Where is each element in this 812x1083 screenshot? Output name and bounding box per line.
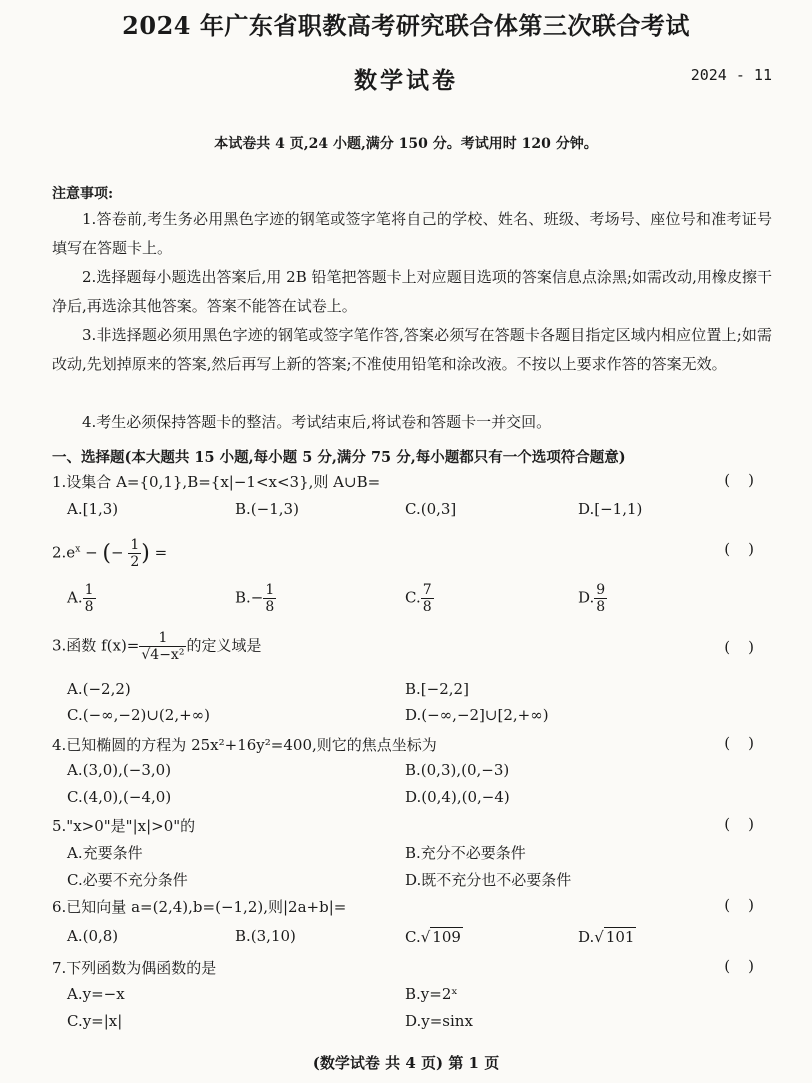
question-4-stem: 4.已知椭圆的方程为 25x²+16y²=400,则它的焦点坐标为 xyxy=(52,736,437,754)
question-6-stem: 6.已知向量 a=(2,4),b=(−1,2),则|2a+b|= xyxy=(52,898,347,916)
exam-subtitle: 数学试卷 xyxy=(354,67,458,94)
question-1-stem: 1.设集合 A={0,1},B={x|−1<x<3},则 A∪B= xyxy=(52,473,381,491)
notice-item-2: 2.选择题每小题选出答案后,用 2B 铅笔把答题卡上对应题目选项的答案信息点涂黑;如需改动,用橡皮擦干净后,再选涂其他答案。答案不能答在试卷上。 xyxy=(52,268,772,315)
q2-option-a: A. $\frac{1}{8}$ xyxy=(67,582,94,615)
question-7-stem: 7.下列函数为偶函数的是 xyxy=(52,959,217,977)
q4-option-a: A.(3,0),(−3,0) xyxy=(67,761,172,779)
exam-info: 本试卷共 4 页,24 小题,满分 150 分。考试用时 120 分钟。 xyxy=(214,136,598,152)
q3-option-c: C.(−∞,−2)∪(2,+∞) xyxy=(67,706,211,724)
q3-option-a: A.(−2,2) xyxy=(67,680,131,698)
notice-item-4: 4.考生必须保持答题卡的整洁。考试结束后,将试卷和答题卡一并交回。 xyxy=(82,413,552,431)
q1-option-c: C.(0,3] xyxy=(405,500,457,518)
exam-date: 2024 - 11 xyxy=(690,66,772,84)
q7-option-a: A.y=−x xyxy=(67,985,125,1003)
question-2-stem: $2.e^x$ − (− $\frac{1}{2}$ ) = xyxy=(52,537,168,570)
q1-option-a: A.[1,3) xyxy=(67,500,119,518)
q6-option-b: B.(3,10) xyxy=(235,927,296,945)
notice-item-1: 1.答卷前,考生务必用黑色字迹的钢笔或签字笔将自己的学校、姓名、班级、考场号、座位号和准考证号填写在答题卡上。 xyxy=(52,210,772,257)
q4-option-d: D.(0,4),(0,−4) xyxy=(405,788,510,806)
section-heading: 一、选择题(本大题共 15 小题,每小题 5 分,满分 75 分,每小题都只有一个选项符合题意) xyxy=(52,449,626,466)
q1-option-d: D.[−1,1) xyxy=(578,500,643,518)
q7-option-c: C.y=|x| xyxy=(67,1012,123,1030)
q2-option-c: C. $\frac{7}{8}$ xyxy=(405,582,432,615)
q2-option-b: B.− $\frac{1}{8}$ xyxy=(235,582,275,615)
notice-item-3: 3.非选择题必须用黑色字迹的钢笔或签字笔作答,答案必须写在答题卡各题目指定区域内相应位置上;如需改动,先划掉原来的答案,然后再写上新的答案;不准使用铅笔和涂改液。不按以上要求作答的答案无效。 xyxy=(52,326,772,373)
notice-heading: 注意事项: xyxy=(52,186,114,202)
answer-paren-5[interactable]: () xyxy=(724,815,772,833)
q1-option-b: B.(−1,3) xyxy=(235,500,299,518)
q3-fraction: $\frac{1}{\text{√4−x²}}$ xyxy=(141,630,185,663)
q5-option-c: C.必要不充分条件 xyxy=(67,871,188,889)
q2-paren-inner: − xyxy=(111,543,124,562)
q7-option-d: D.y=sinx xyxy=(405,1012,473,1030)
q5-option-a: A.充要条件 xyxy=(67,844,143,862)
q4-option-b: B.(0,3),(0,−3) xyxy=(405,761,510,779)
answer-paren-4[interactable]: () xyxy=(724,734,772,752)
q2-stem-mid: − xyxy=(85,543,98,562)
answer-paren-1[interactable]: () xyxy=(724,471,772,489)
answer-paren-2[interactable]: () xyxy=(724,540,772,558)
q2-stem-prefix: 2.e xyxy=(52,543,76,562)
q6-option-c: C.√ 109 xyxy=(405,928,461,946)
q6-option-a: A.(0,8) xyxy=(67,927,119,945)
q3-option-b: B.[−2,2] xyxy=(405,680,469,698)
q5-option-d: D.既不充分也不必要条件 xyxy=(405,871,572,889)
question-5-stem: 5."x>0"是"|x|>0"的 xyxy=(52,817,196,835)
page-footer: (数学试卷 共 4 页) 第 1 页 xyxy=(312,1054,500,1072)
q2-option-d: D. $\frac{9}{8}$ xyxy=(578,582,606,615)
q6-option-d: D.√ 101 xyxy=(578,928,635,946)
answer-paren-6[interactable]: () xyxy=(724,896,772,914)
q7-option-b: B.y=2ˣ xyxy=(405,985,458,1003)
exam-title: 2024 年广东省职教高考研究联合体第三次联合考试 xyxy=(122,11,690,40)
question-3-stem: 3.函数 f(x)= $\frac{1}{\text{√4−x²}}$ 的定义域是 xyxy=(52,630,262,663)
q2-fraction: $\frac{1}{2}$ xyxy=(130,537,140,570)
q5-option-b: B.充分不必要条件 xyxy=(405,844,526,862)
q4-option-c: C.(4,0),(−4,0) xyxy=(67,788,172,806)
q3-option-d: D.(−∞,−2]∪[2,+∞) xyxy=(405,706,549,724)
q2-stem-suffix: = xyxy=(154,543,168,562)
answer-paren-7[interactable]: () xyxy=(724,957,772,975)
answer-paren-3[interactable]: () xyxy=(724,638,772,656)
